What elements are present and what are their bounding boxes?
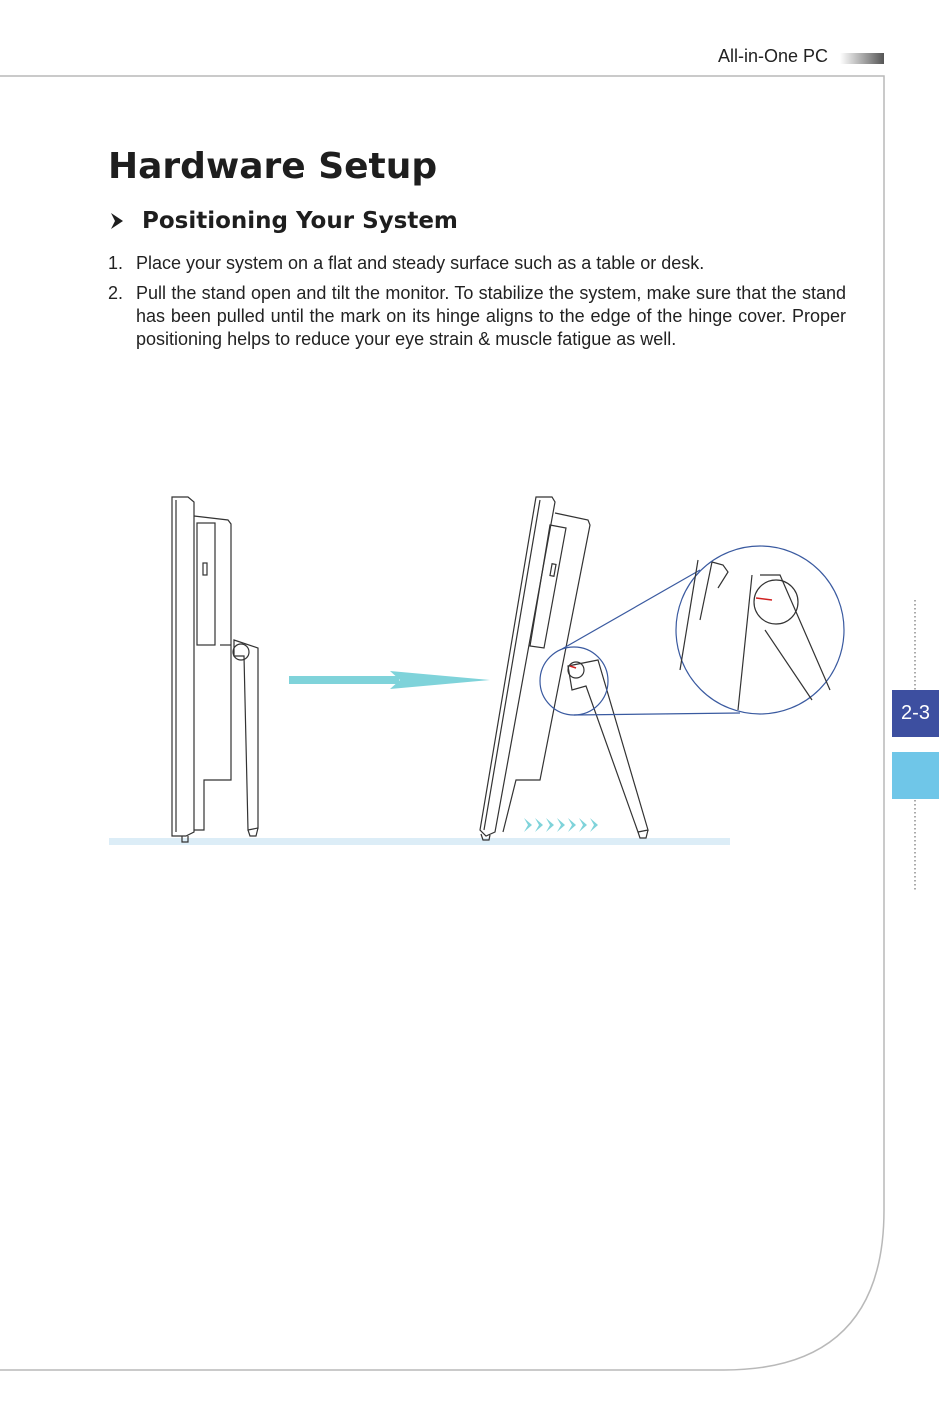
monitor-tilted [480, 497, 648, 840]
step-text: Pull the stand open and tilt the monitor. To stabilize the system, make sure that the stand has been pulled until the mark on its hinge aligns to the edge of the hinge cover. Proper positioning helps to reduce your eye strain & muscle fatigue as well. [136, 283, 846, 349]
page-title: Hardware Setup [108, 146, 438, 187]
step-number: 2. [108, 283, 124, 303]
monitor-closed [172, 497, 258, 842]
header-title: All-in-One PC [717, 46, 828, 66]
hinge-zoom-callout [540, 546, 844, 715]
header-gradient-bar [840, 53, 884, 64]
list-item [108, 252, 846, 275]
section-heading [110, 208, 458, 234]
transition-arrow [289, 671, 490, 689]
step-text: Place your system on a flat and steady surface such as a table or desk. [136, 253, 705, 273]
step-number: 1. [108, 253, 124, 273]
positioning-illustration [100, 480, 860, 860]
motion-chevrons [524, 818, 598, 832]
hinge-zoom-detail [680, 560, 830, 710]
chapter-tab-marker [892, 752, 939, 799]
page-number-tab: 2-3 [892, 690, 939, 737]
list-item [108, 282, 846, 351]
steps-list [108, 252, 846, 358]
chevron-right-icon [110, 212, 124, 230]
section-heading-text: Positioning Your System [142, 208, 458, 234]
floor-line [109, 838, 730, 845]
